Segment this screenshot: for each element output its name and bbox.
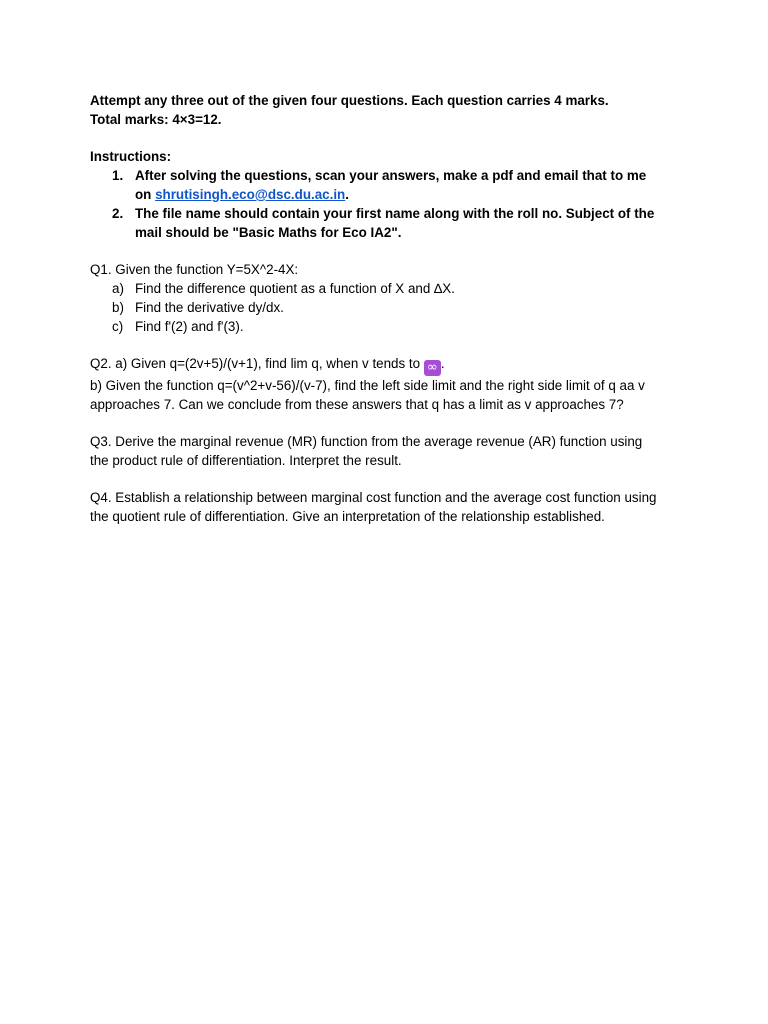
document-page	[90, 91, 690, 526]
instruction-prefix: on	[135, 187, 156, 202]
part-label: c)	[112, 319, 124, 334]
spacer	[90, 129, 690, 147]
spacer	[90, 242, 690, 260]
instruction-number: 2.	[112, 206, 124, 221]
part-text: Find f'(2) and f'(3).	[135, 319, 244, 334]
spacer	[90, 470, 690, 488]
q1-parts	[90, 279, 690, 336]
part-label: a)	[112, 281, 124, 296]
instruction-item-1	[90, 166, 690, 204]
spacer	[90, 336, 690, 354]
q4-line-2: the quotient rule of differentiation. Give an interpretation of the relationship established.	[90, 509, 605, 524]
instruction-text-cont: mail should be "Basic Maths for Eco IA2".	[135, 225, 402, 240]
instructions-list	[90, 166, 690, 242]
part-label: b)	[112, 300, 124, 315]
instructions-heading: Instructions:	[90, 149, 172, 164]
q1-stem: Q1. Given the function Y=5X^2-4X:	[90, 262, 299, 277]
total-marks-line: Total marks: 4×3=12.	[90, 112, 222, 127]
email-link[interactable]: shrutisingh.eco@dsc.du.ac.in	[155, 187, 346, 202]
q1-part-c	[90, 317, 690, 336]
q3-line-1: Q3. Derive the marginal revenue (MR) function from the average revenue (AR) function using	[90, 434, 643, 449]
instruction-suffix: .	[345, 187, 349, 202]
q1-part-b	[90, 298, 690, 317]
q1-part-a	[90, 279, 690, 298]
q2-line-2: b) Given the function q=(v^2+v-56)/(v-7), find the left side limit and the right side limit of q aa v	[90, 378, 645, 393]
spacer	[90, 414, 690, 432]
part-text: Find the derivative dy/dx.	[135, 300, 284, 315]
intro-line-1: Attempt any three out of the given four questions. Each question carries 4 marks.	[90, 93, 609, 108]
part-text: Find the difference quotient as a function of X and ∆X.	[135, 281, 455, 296]
q2-suffix: .	[440, 356, 445, 371]
instruction-text: After solving the questions, scan your answers, make a pdf and email that to me	[135, 168, 647, 183]
q3-line-2: the product rule of differentiation. Interpret the result.	[90, 453, 402, 468]
q2-line-1	[90, 354, 690, 376]
instruction-item-2	[90, 204, 690, 242]
q4-line-1: Q4. Establish a relationship between marginal cost function and the average cost function using	[90, 490, 657, 505]
infinity-icon: ∞	[424, 360, 441, 376]
instruction-text: The file name should contain your first name along with the roll no. Subject of the	[135, 206, 655, 221]
q2-line-3: approaches 7. Can we conclude from these answers that q has a limit as v approaches 7?	[90, 397, 624, 412]
instruction-text-cont	[135, 185, 690, 204]
q2-prefix: Q2. a) Given q=(2v+5)/(v+1), find lim q, when v tends to	[90, 356, 424, 371]
instruction-number: 1.	[112, 168, 124, 183]
